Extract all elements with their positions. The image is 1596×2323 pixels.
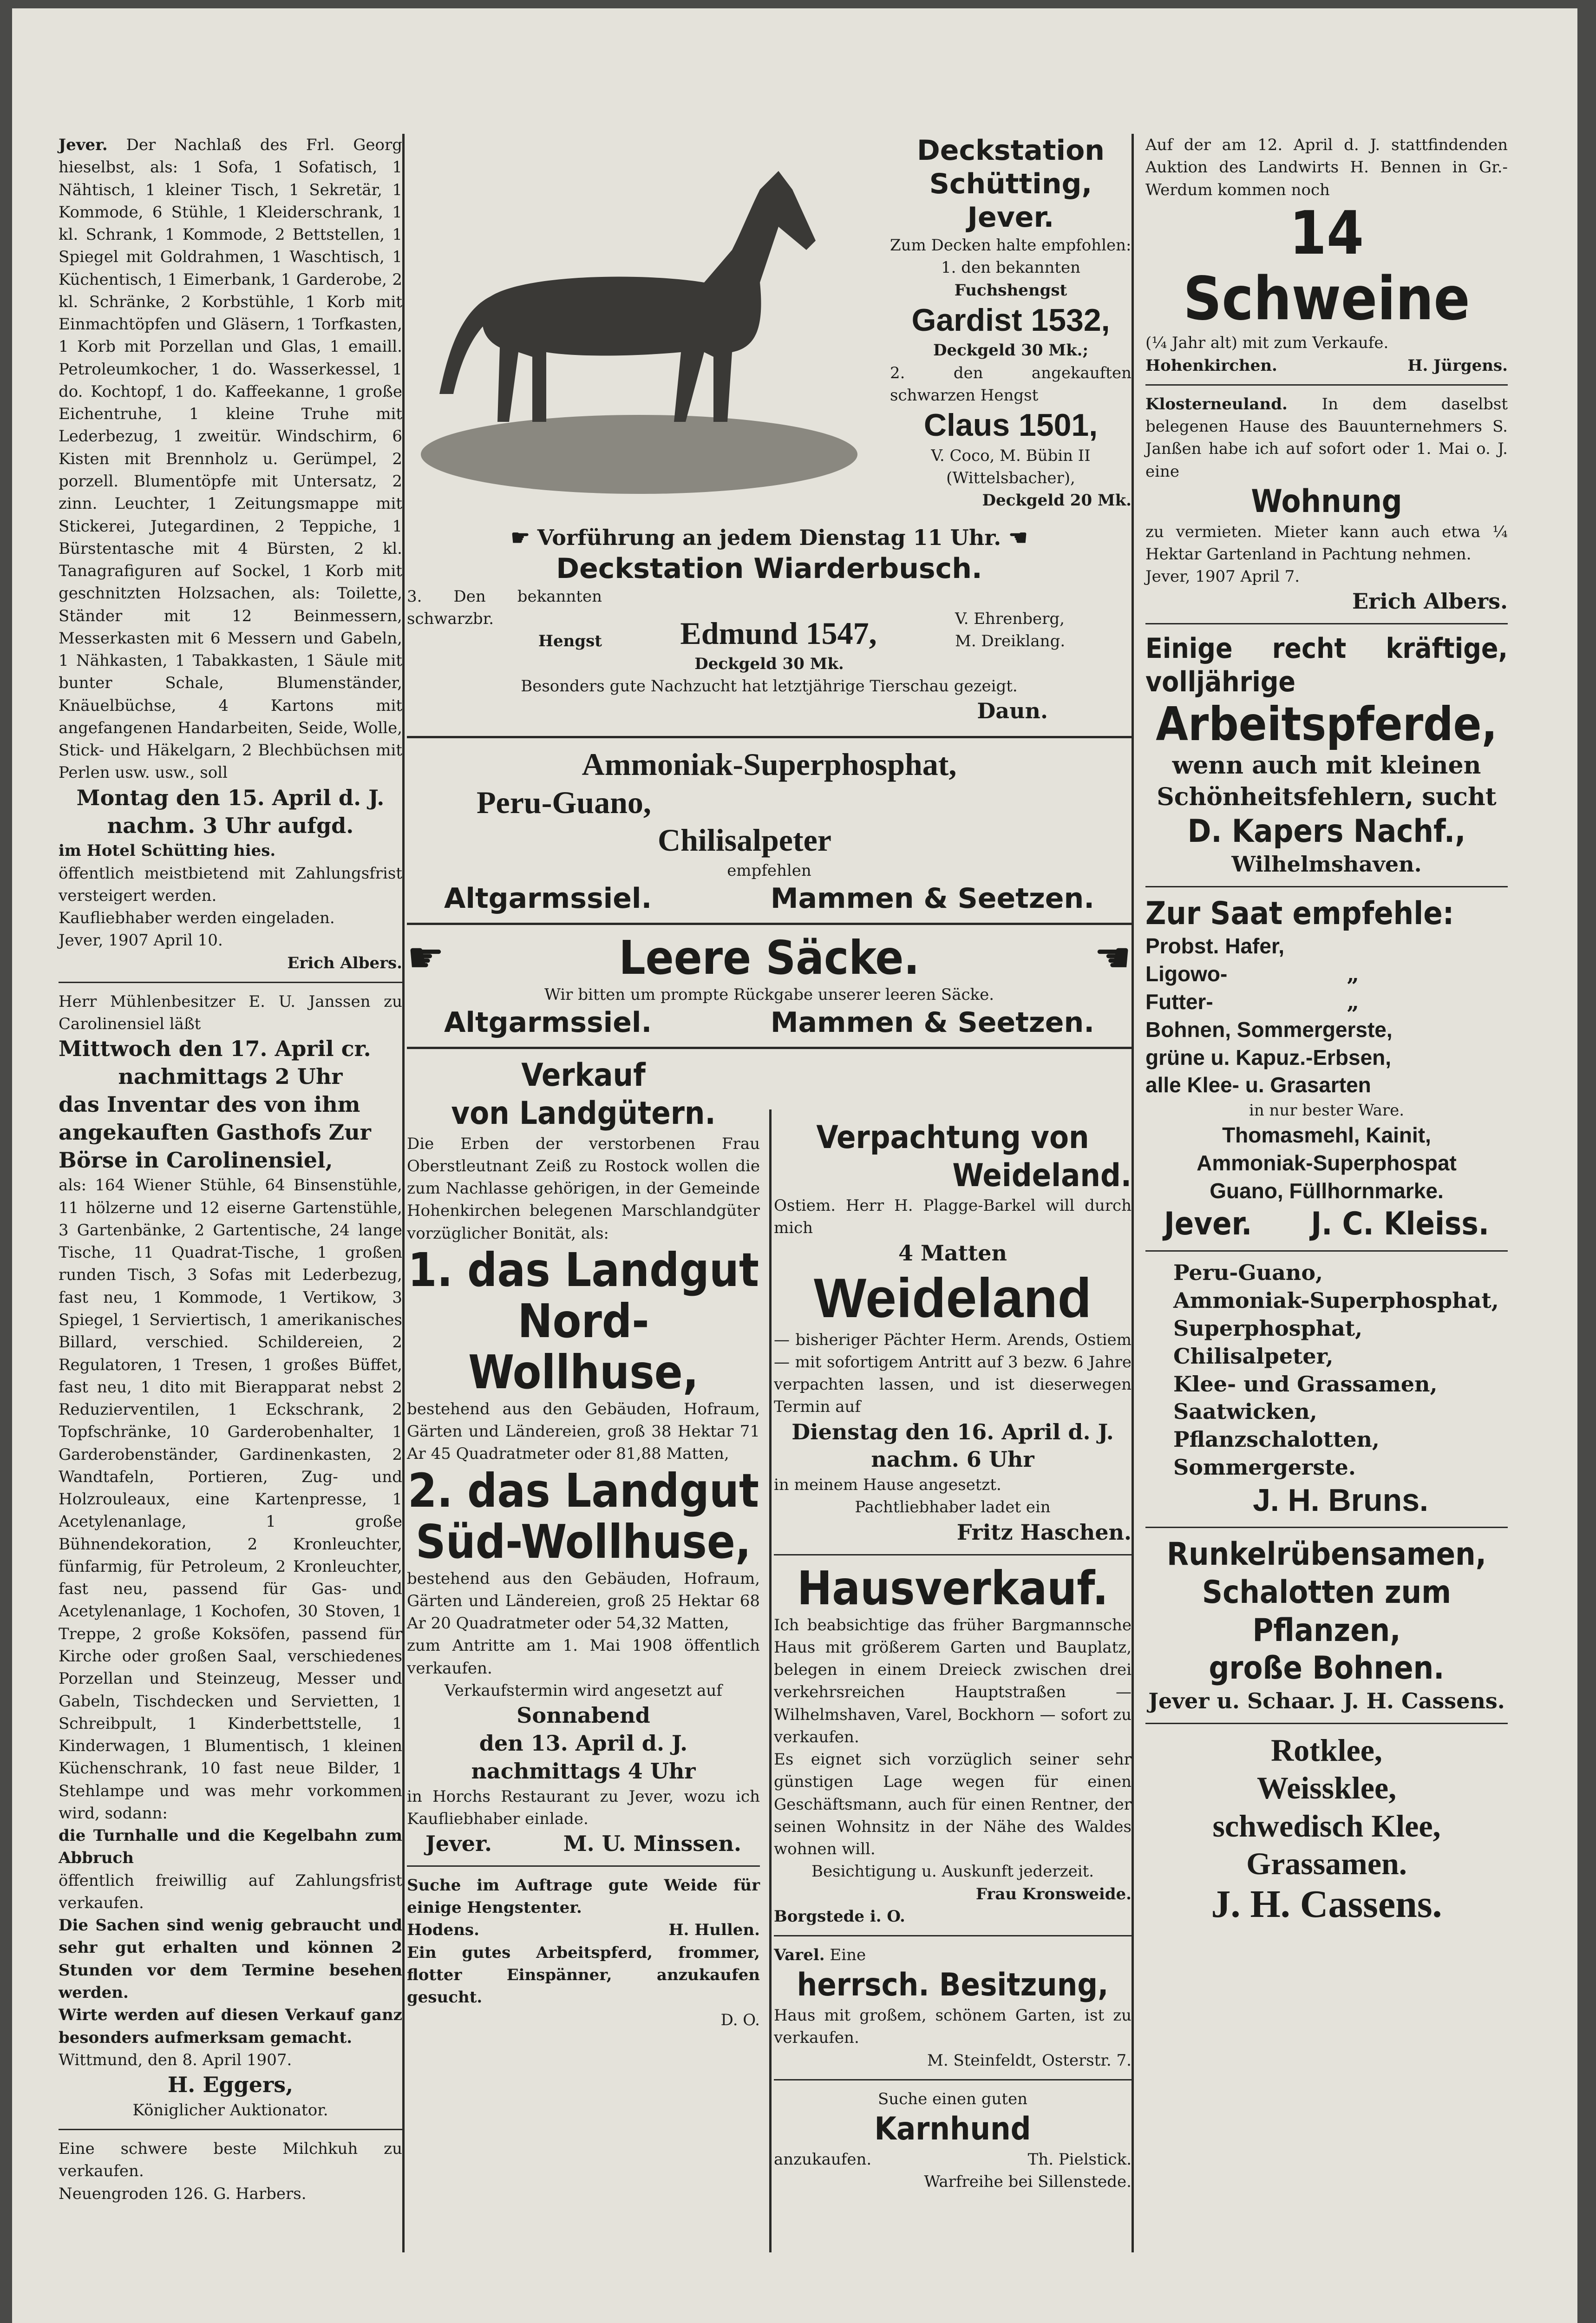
search-text: Ein gutes Arbeitspferd, frommer, flotter Einspänner, anzukaufen gesucht. (407, 1943, 760, 2007)
varel-sign: M. Steinfeldt, Osterstr. 7. (927, 2051, 1132, 2070)
fertilizer-ad (407, 746, 1132, 915)
dog-ad (774, 2088, 1132, 2193)
stud-show-line: ☛ Vorführung an jedem Dienstag 11 Uhr. ☚ Deckstation Wiarderbusch. 3. Den bekannten schwarzbr. Hengst Edmund 1547, V. Ehrenberg, M. Dreiklang. Deckgeld 30 Mk. Besonders gute Nachzucht hat letztjährige Tierschau gezeigt. Daun. (407, 524, 1132, 725)
advertiser-name: Mammen & Seetzen. (770, 882, 1094, 915)
product-line: Chilisalpeter (658, 822, 831, 858)
ad-text: Eine schwere beste Milchkuh zu verkaufen. (59, 2139, 402, 2181)
newspaper-page (12, 8, 1577, 2323)
stallion-pedigree: V. Ehrenberg, (955, 610, 1065, 629)
varel-desc: Haus mit großem, schönem Garten, ist zu verkaufen. (774, 2006, 1132, 2047)
seed-item: Futter- (1145, 989, 1213, 1014)
ad-lead: Varel. (774, 1946, 825, 1965)
ad-line: angekauften Gasthofs Zur (59, 1119, 371, 1145)
seed-item: Probst. Hafer, (1145, 934, 1285, 958)
clover-ad (1145, 1732, 1508, 1926)
ad-text: als: 164 Wiener Stühle, 64 Binsenstühle, 11 hölzerne und 12 eiserne Gartenstühle, 3 Gartenbänke, 2 Gartentische, 24 lange Tische, 11 Quadrat-Tische, 1 großen runden Tisch, 3 Sofas mit Lederbezug, fast neu, 1 Kommode, 1 Vertikow, 3 Spiegel, 1 Serviertisch, 1 amerikanisches Billard, verschied. Schildereien, 2 Regulatoren, 1 Tresen, 1 großes Büffet, fast neu, 1 dito mit Bierapparat nebst 2 Reduzierventilen, 1 Eckschrank, 2 Topfschränke, 10 Garderobenhalter, 1 Garderobenständer, Gardinenkasten, 2 Wandtafeln, Portieren, Zug- und Holzrouleaux, eine Kartenpresse, 1 Acetylenanlage, 1 große Bühnendekoration, 2 Kronleuchter, fünfarmig, für Petroleum, 2 Kronleuchter, fast neu, passend für Gas- und Acetylenanlage, 1 Kochofen, 30 Stoven, 1 Treppe, 2 große Koksöfen, passend für Kirche oder großen Saal, verschiedenes Porzellan und Steinzeug, Messer und Gabeln, Tischdecken und Servietten, 1 Schreibpult, 1 Kinderbettstelle, 1 Kinderwagen, 1 Blumentisch, 1 kleinen Küchenschrank, 10 fast neue Bilder, 1 Stehlampe und was mehr vorkommen wird, sodann: (59, 1176, 402, 1823)
search-name: H. Hullen. (668, 1921, 760, 1940)
advertiser-name: J. C. Kleiss. (1311, 1205, 1489, 1242)
lease-amount: 4 Matten (898, 1240, 1007, 1266)
lease-date: Dienstag den 16. April d. J. (791, 1419, 1114, 1444)
estate-place: in Horchs Restaurant zu Jever, wozu ich Kaufliebhaber einlade. (407, 1787, 760, 1828)
clover-line: schwedisch Klee, (1212, 1808, 1441, 1844)
estate-name: Nord-Wollhuse, (468, 1293, 699, 1399)
estate-auction-ad (59, 134, 402, 974)
lease-text: — bisheriger Pächter Herm. Arends, Ostiem — mit sofortigem Antritt auf 3 bezw. 6 Jahre verpachten lassen, und ist dieserwegen Termin auf (774, 1330, 1132, 1417)
search-place: Hodens. (407, 1921, 479, 1940)
estate-day: Sonnabend (517, 1703, 650, 1728)
divider (1145, 623, 1508, 624)
estate-date: den 13. April d. J. (479, 1731, 688, 1756)
product-line: Ammoniak-Superphosphat, (582, 747, 957, 782)
house-sale-ad (774, 1563, 1132, 1928)
pointing-hand-icon: ☚ (1094, 933, 1132, 983)
estate-antritt: zum Antritte am 1. Mai 1908 öffentlich verkaufen. (407, 1636, 760, 1678)
seed-item: alle Klee- u. Grasarten (1145, 1073, 1371, 1097)
seed-product: Ammoniak-Superphospat (1197, 1151, 1457, 1175)
ad-note: Wirte werden auf diesen Verkauf ganz besonders aufmerksam gemacht. (59, 2006, 402, 2047)
product-line: Peru-Guano, (477, 784, 651, 820)
estate-desc: bestehend aus den Gebäuden, Hofraum, Gärten und Ländereien, groß 25 Hektar 68 Ar 20 Quadratmeter oder 54,32 Matten, (407, 1569, 760, 1633)
runkel-sign: Jever u. Schaar. J. H. Cassens. (1148, 1688, 1505, 1713)
lease-invite: Pachtliebhaber ladet ein (855, 1498, 1051, 1517)
horses-sign: D. Kapers Nachf., (1187, 813, 1466, 850)
ad-lead: Jever. (59, 136, 108, 154)
estate-termin: Verkaufstermin wird angesetzt auf (445, 1681, 722, 1700)
search-ad (407, 1874, 760, 2031)
recommend-text: empfehlen (727, 861, 811, 880)
ad-text-emph: die Turnhalle und die Kegelbahn zum Abbruch (59, 1826, 402, 1868)
auction-invite: Kaufliebhaber werden eingeladen. (59, 909, 335, 928)
search-text: Suche im Auftrage gute Weide für einige Hengstenter. (407, 1876, 760, 1917)
stud-fee: Deckgeld 30 Mk.; (933, 341, 1089, 360)
advertiser-place: Hohenkirchen. (1145, 356, 1277, 375)
runkel-line: große Bohnen. (1209, 1650, 1445, 1687)
divider (1145, 1527, 1508, 1528)
guano-item: Chilisalpeter, (1173, 1343, 1334, 1369)
seed-item: grüne u. Kapuz.-Erbsen, (1145, 1045, 1392, 1070)
guano-sign: J. H. Bruns. (1253, 1482, 1428, 1518)
ad-signature-title: Königlicher Auktionator. (132, 2100, 328, 2120)
ad-signature: Neuengroden 126. G. Harbers. (59, 2184, 307, 2203)
stud-item: Fuchshengst (954, 281, 1067, 300)
clover-line: Grassamen. (1246, 1846, 1407, 1882)
horses-text: wenn auch mit kleinen Schönheitsfehlern, sucht (1157, 751, 1497, 811)
divider (774, 1935, 1132, 1936)
divider (407, 1047, 1132, 1049)
stallion-name: Gardist 1532, (911, 302, 1110, 338)
divider (59, 982, 402, 983)
stud-title: Deckstation (916, 134, 1105, 167)
dog-text: anzukaufen. (774, 2150, 872, 2169)
stallion-pedigree: M. Dreiklang. (955, 632, 1066, 651)
ad-dateline: Wittmund, den 8. April 1907. (59, 2050, 292, 2069)
ad-lead: Klosterneuland. (1145, 394, 1288, 413)
horses-title: Arbeitspferde, (1156, 697, 1498, 752)
lease-title: Weideland. (952, 1157, 1132, 1194)
estate-varel-ad (774, 1944, 1132, 2072)
dog-title: Karnhund (874, 2111, 1031, 2148)
house-text: Es eignet sich vorzüglich seiner sehr günstigen Lage wegen für einen Geschäftsmann, auch für einen Rentner, der seinen Wohnsitz in der Nähe des Waldes wohnen will. (774, 1750, 1132, 1859)
stud-schuetting (890, 134, 1132, 512)
divider (1145, 384, 1508, 386)
auction-date: Mittwoch den 17. April cr. (59, 1036, 371, 1062)
lease-ad (774, 1119, 1132, 1547)
divider (407, 736, 1132, 738)
pointing-hand-icon: ☛ (407, 933, 445, 983)
estate-time: nachmittags 4 Uhr (471, 1758, 696, 1784)
clover-line: Rotklee, (1271, 1732, 1382, 1768)
empty-sacks-ad (407, 932, 1132, 1039)
column-3 (774, 1119, 1132, 2252)
dog-sign: Th. Pielstick. (1027, 2150, 1132, 2169)
estate-name: 2. das Landgut (407, 1463, 759, 1518)
lease-title: Verpachtung von (816, 1119, 1089, 1156)
ad-text: Der Nachlaß des Frl. Georg hieselbst, als: 1 Sofa, 1 Sofatisch, 1 Nähtisch, 1 kleiner Tisch, 1 Sekretär, 1 Kommode, 6 Stühle, 1 Kleiderschrank, 1 kl. Schrank, 1 Kommode, 2 Bettstellen, 1 Spiegel mit Goldrahmen, 1 Waschtisch, 1 Küchentisch, 1 Eimerbank, 1 Garderobe, 2 kl. Schränke, 2 Korbstühle, 1 Korb mit Einmachtöpfen und Gläsern, 1 Torfkasten, 1 Korb mit Porzellan und Glas, 1 emaill. Petroleumkocher, 1 do. Wasserkessel, 1 do. Kochtopf, 1 do. Kaffeekanne, 1 große Eichentruhe, 1 kleine Truhe mit Lederbezug, 1 zweitür. Windschirm, 6 Kisten mit Brennholz u. Gerümpel, 2 porzell. Blumentöpfe mit Untersatz, 2 zinn. Leuchter, 1 Zeitungsmappe mit Stickerei, Jutegardinen, 2 Teppiche, 1 Bürstentasche mit 4 Bürsten, 2 kl. Tanagrafiguren auf Sockel, 1 Korb mit geschnitzten Holzsachen, als: Toilette, Ständer mit 12 Beinmessern, Messerkasten mit 6 Messern und Gabeln, 1 Nähkasten, 1 Tabakkasten, 1 Säule mit bunter Schale, Blumenständer, Knäuelbüchse, 4 Kartons mit angefangenen Handarbeiten, Seide, Wolle, Stick- und Häkelgarn, 2 Blechbüchsen mit Perlen usw. usw., soll (59, 136, 403, 782)
column-rule (1132, 134, 1134, 2252)
guano-item: Ammoniak-Superphosphat, (1173, 1288, 1499, 1313)
horse-illustration (407, 134, 871, 515)
runkel-line: Schalotten zum Pflanzen, (1202, 1574, 1451, 1649)
auction-conditions: öffentlich meistbietend mit Zahlungsfrist versteigert werden. (59, 864, 402, 905)
stud-fee: Deckgeld 20 Mk. (982, 491, 1132, 510)
seed-title: Zur Saat empfehle: (1145, 895, 1454, 932)
auction-time: nachmittags 2 Uhr (118, 1064, 343, 1089)
pigs-intro: Auf der am 12. April d. J. stattfindenden Auktion des Landwirts H. Bennen in Gr.-Werdum kommen noch (1145, 136, 1508, 199)
ad-text: Eine (830, 1946, 866, 1965)
divider (407, 1865, 760, 1867)
horses-place: Wilhelmshaven. (1231, 851, 1422, 877)
column-1 (59, 134, 402, 2252)
divider (774, 2079, 1132, 2080)
estate-name: Süd-Wollhuse, (415, 1514, 752, 1569)
ad-text: öffentlich freiwillig auf Zahlungsfrist verkaufen. (59, 1871, 402, 1912)
advertiser-name: Mammen & Seetzen. (770, 1006, 1094, 1039)
seed-item: Ligowo- (1145, 962, 1228, 986)
advertiser-name: M. U. Minssen. (563, 1831, 741, 1857)
divider (1145, 886, 1508, 887)
stallion-pedigree: V. Coco, M. Bübin II (Wittelsbacher), (931, 446, 1091, 488)
runkel-ad (1145, 1536, 1508, 1715)
seed-note: in nur bester Ware. (1249, 1101, 1405, 1120)
house-place: Borgstede i. O. (774, 1907, 905, 1926)
seed-ad (1145, 895, 1508, 1243)
guano-item: Peru-Guano, (1173, 1260, 1323, 1286)
clover-line: Weissklee, (1256, 1770, 1397, 1806)
stud-title: Schütting, Jever. (929, 168, 1092, 234)
pigs-ad (1145, 134, 1508, 377)
show-text: Vorführung an jedem Dienstag 11 Uhr. (537, 525, 1001, 550)
estate-desc: bestehend aus den Gebäuden, Hofraum, Gärten und Ländereien, groß 38 Hektar 71 Ar 45 Quadratmeter oder 81,88 Matten, (407, 1399, 760, 1463)
stud-fee: Deckgeld 30 Mk. (694, 654, 844, 673)
varel-title: herrsch. Besitzung, (797, 1967, 1109, 2004)
lease-place: in meinem Hause angesetzt. (774, 1476, 1001, 1495)
seed-product: Guano, Füllhornmarke. (1210, 1178, 1444, 1203)
dog-sign: Warfreihe bei Sillenstede. (924, 2172, 1132, 2191)
auction-time: nachm. 3 Uhr aufgd. (107, 813, 354, 838)
ad-line: Börse in Carolinensiel, (59, 1147, 333, 1173)
ad-text: In dem daselbst belegenen Hause des Bauunternehmers S. Janßen habe ich auf sofort oder 1. Mai o. J. eine (1145, 394, 1508, 481)
guano-item: Saatwicken, (1173, 1399, 1317, 1424)
lease-sign: Fritz Haschen. (956, 1519, 1132, 1545)
sacks-title: Leere Säcke. (619, 931, 920, 985)
stud-item: 2. den angekauften schwarzen Hengst (890, 363, 1132, 405)
stud-item: 3. Den bekannten schwarzbr. (407, 587, 602, 629)
auction-date: Montag den 15. April d. J. (76, 785, 385, 810)
stud-note: Besonders gute Nachzucht hat letztjährige Tierschau gezeigt. (521, 676, 1018, 696)
guano-item: Pflanzschalotten, (1173, 1427, 1380, 1452)
pigs-title: 14 Schweine (1183, 198, 1470, 334)
stud-item: Hengst (538, 632, 602, 651)
horses-text: Einige recht kräftige, volljährige (1145, 632, 1508, 699)
advertiser-place: Jever. (425, 1831, 492, 1857)
lease-time: nachm. 6 Uhr (871, 1447, 1034, 1472)
flat-dateline: Jever, 1907 April 7. (1145, 567, 1300, 586)
house-sign: Frau Kronsweide. (975, 1884, 1132, 1903)
guano-item: Sommergerste. (1173, 1454, 1356, 1480)
pigs-text: (¼ Jahr alt) mit zum Verkaufe. (1145, 334, 1389, 353)
auction-signature: Erich Albers. (287, 953, 402, 972)
stallion-name: Edmund 1547, (680, 616, 877, 651)
house-text: Ich beabsichtige das früher Bargmannsche Haus mit größerem Garten und Bauplatz, belegen in einem Dreieck zwischen drei verkehrsreichen Hauptstraßen — Wilhelmshaven, Varel, Bockhorn — sofort zu verkaufen. (774, 1615, 1132, 1746)
ad-signature: H. Eggers, (167, 2072, 294, 2098)
divider (774, 1554, 1132, 1555)
flat-sign: Erich Albers. (1352, 589, 1508, 614)
divider (1145, 1723, 1508, 1724)
stallion-row (407, 585, 1132, 653)
estate-title: von Landgütern. (451, 1095, 716, 1132)
stud-title: Deckstation Wiarderbusch. (556, 552, 982, 585)
inn-inventory-ad (59, 991, 402, 2121)
ad-line: das Inventar des von ihm (59, 1092, 360, 1117)
ad-intro: Herr Mühlenbesitzer E. U. Janssen zu Carolinensiel läßt (59, 992, 402, 1034)
work-horses-ad (1145, 632, 1508, 879)
column-rule (402, 134, 405, 2252)
ad-note: Die Sachen sind wenig gebraucht und sehr gut erhalten und können 2 Stunden vor dem Termine besehen werden. (59, 1916, 402, 2002)
auction-dateline: Jever, 1907 April 10. (59, 931, 223, 950)
advertiser-name: H. Jürgens. (1407, 356, 1508, 375)
ditto-mark: „ (1347, 961, 1359, 987)
stud-station-ad (407, 134, 1132, 728)
stallion-name: Claus 1501, (923, 407, 1098, 443)
seed-product: Thomasmehl, Kainit, (1222, 1123, 1431, 1148)
estate-sale-ad (407, 1057, 760, 2031)
guano-item: Klee- und Grassamen, (1173, 1371, 1438, 1397)
flat-text: zu vermieten. Mieter kann auch etwa ¼ Hektar Gartenland in Pachtung nehmen. (1145, 522, 1508, 564)
divider (59, 2129, 402, 2130)
advertiser-place: Altgarmssiel. (444, 1006, 652, 1039)
guano-item: Superphosphat, (1173, 1315, 1363, 1341)
house-title: Hausverkauf. (797, 1561, 1109, 1615)
guano-ad (1145, 1259, 1508, 1519)
clover-sign: J. H. Cassens. (1211, 1882, 1442, 1926)
estate-intro: Die Erben der verstorbenen Frau Oberstleutnant Zeiß zu Rostock wollen die zum Nachlasse gehörigen, in der Gemeinde Hohenkirchen belegenen Marschlandgüter vorzüglicher Bonität, als: (407, 1134, 760, 1243)
advertiser-place: Altgarmssiel. (444, 882, 652, 915)
advertiser-place: Jever. (1164, 1205, 1252, 1242)
seed-item: Bohnen, Sommergerste, (1145, 1017, 1393, 1042)
auction-place: im Hotel Schütting hies. (59, 841, 276, 860)
sacks-text: Wir bitten um prompte Rückgabe unserer leeren Säcke. (544, 985, 994, 1004)
search-sign: D. O. (720, 2010, 760, 2029)
lease-intro: Ostiem. Herr H. Plagge-Barkel will durch mich (774, 1196, 1132, 1238)
lease-object: Weideland (814, 1266, 1092, 1329)
house-text: Besichtigung u. Auskunft jederzeit. (811, 1862, 1094, 1881)
flat-ad (1145, 393, 1508, 616)
stud-item: 1. den bekannten (941, 258, 1081, 277)
estate-title: Verkauf (521, 1057, 646, 1094)
cow-ad (59, 2138, 402, 2205)
stud-signature: Daun. (977, 698, 1048, 724)
divider (1145, 1250, 1508, 1252)
stud-intro: Zum Decken halte empfohlen: (890, 236, 1132, 255)
divider (407, 923, 1132, 925)
runkel-line: Runkelrübensamen, (1167, 1536, 1486, 1573)
ditto-mark: „ (1347, 989, 1359, 1014)
estate-name: 1. das Landgut (407, 1242, 759, 1297)
column-4 (1145, 134, 1508, 2252)
flat-title: Wohnung (1251, 483, 1402, 520)
dog-intro: Suche einen guten (877, 2089, 1028, 2108)
